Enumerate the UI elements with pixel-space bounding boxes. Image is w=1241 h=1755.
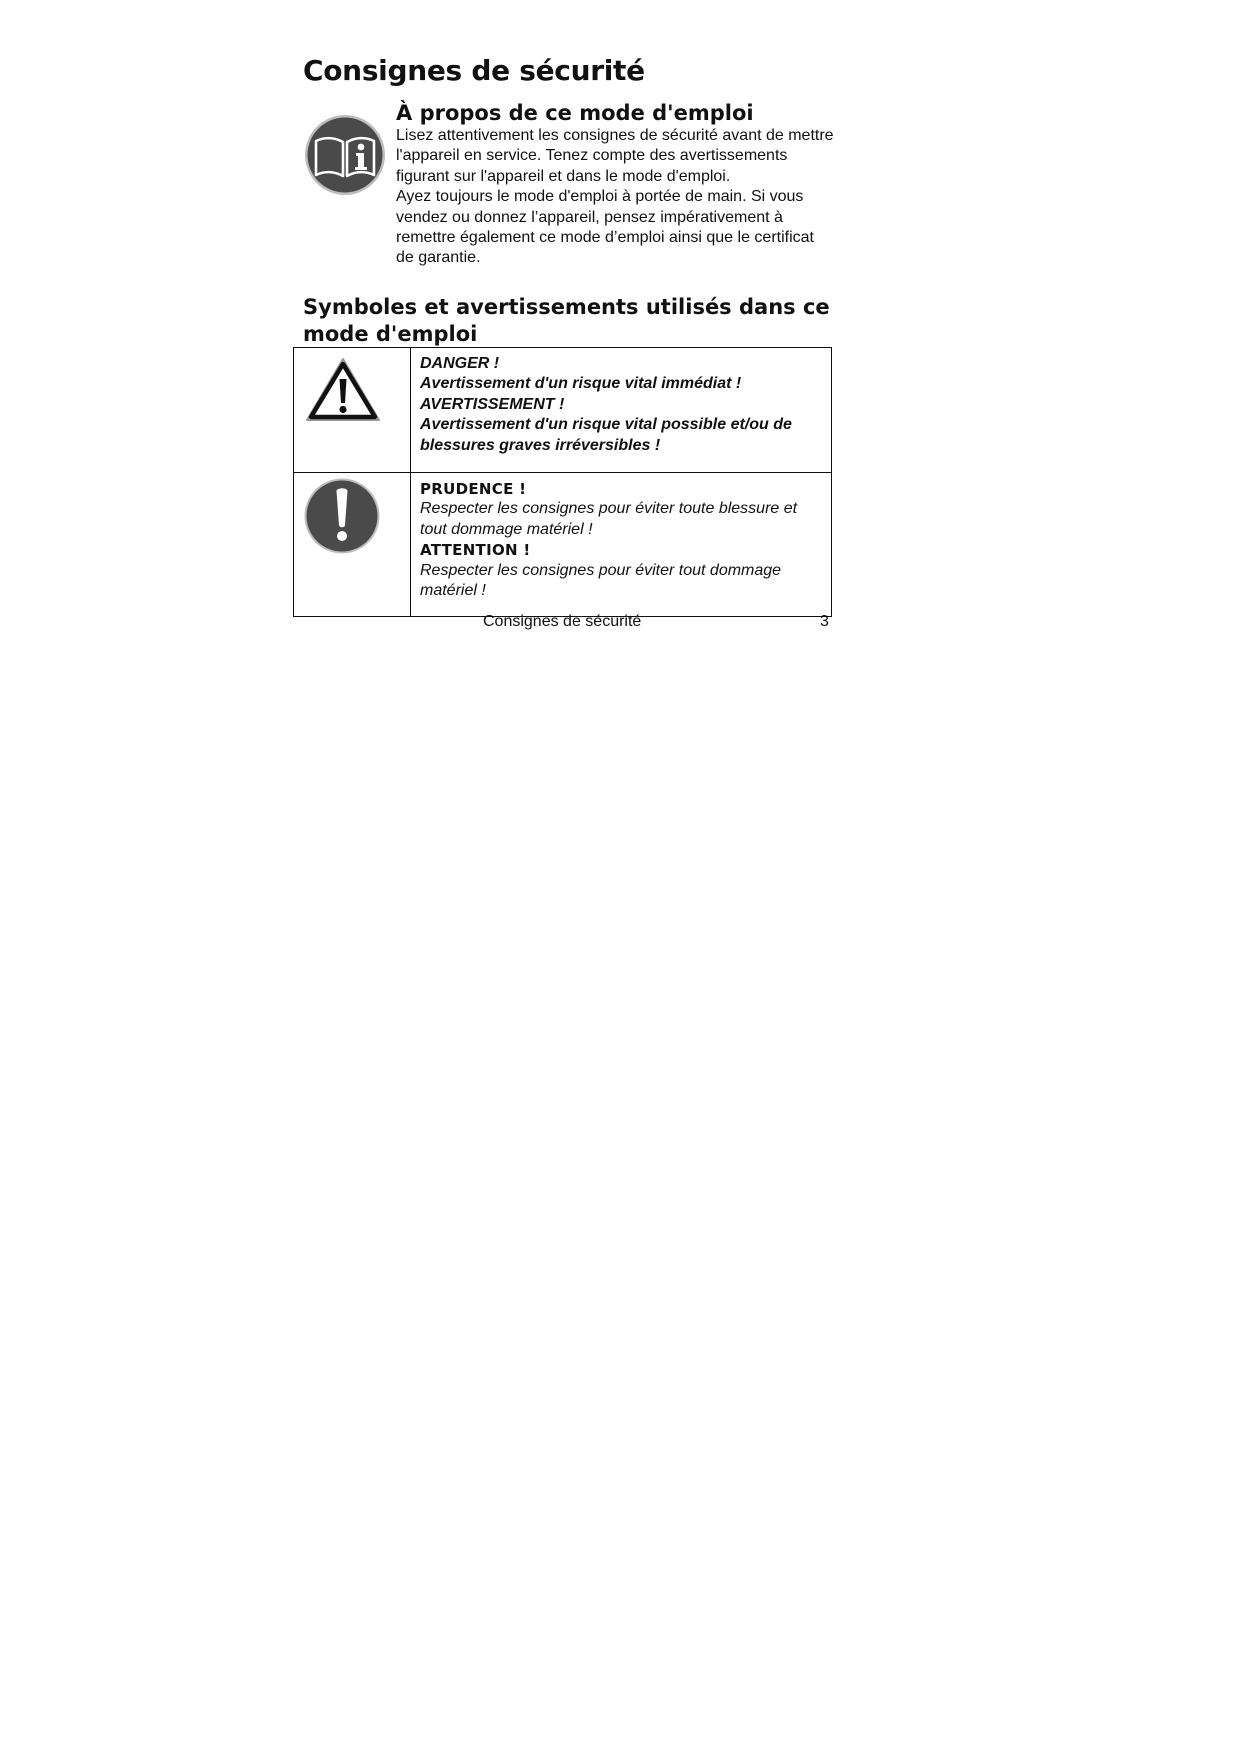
danger-description: Avertissement d'un risque vital immédiat ! [420,375,742,393]
about-paragraph-2: Ayez toujours le mode d'emploi à portée de main. Si vous vendez ou donnez l’appareil, pensez impérativement à remettre également ce mode d’emploi ainsi que le certificat de garantie. [396,188,814,267]
attention-label: ATTENTION ! [420,541,531,560]
manual-info-icon [304,114,386,196]
caution-description: Respecter les consignes pour éviter toute blessure et tout dommage matériel ! [420,500,798,538]
table-row [294,473,832,617]
about-paragraph-1: Lisez attentivement les consignes de sécurité avant de mettre l'appareil en service. Tenez compte des avertissements figurant sur l'appareil et dans le mode d'emploi. [396,127,834,185]
caution-text-cell [411,473,832,617]
attention-description: Respecter les consignes pour éviter tout dommage matériel ! [420,561,782,600]
page-number: 3 [820,613,829,630]
about-body [396,126,836,269]
about-heading: À propos de ce mode d'emploi [396,101,754,125]
symbols-heading: Symboles et avertissements utilisés dans ce mode d'emploi [303,295,830,346]
exclamation-circle-icon [304,478,380,554]
warning-triangle-icon [304,355,382,423]
page-title: Consignes de sécurité [303,54,645,87]
icon-cell [294,473,411,617]
symbols-table [293,347,832,617]
warning-label: AVERTISSEMENT ! [420,395,565,413]
table-row [294,348,832,473]
warning-description: Avertissement d'un risque vital possible et/ou de blessures graves irréversibles ! [420,416,792,454]
icon-cell [294,348,411,473]
danger-label: DANGER ! [420,355,500,372]
footer-section-label: Consignes de sécurité [483,613,642,630]
caution-label: PRUDENCE ! [420,480,527,498]
danger-text-cell [411,348,832,473]
